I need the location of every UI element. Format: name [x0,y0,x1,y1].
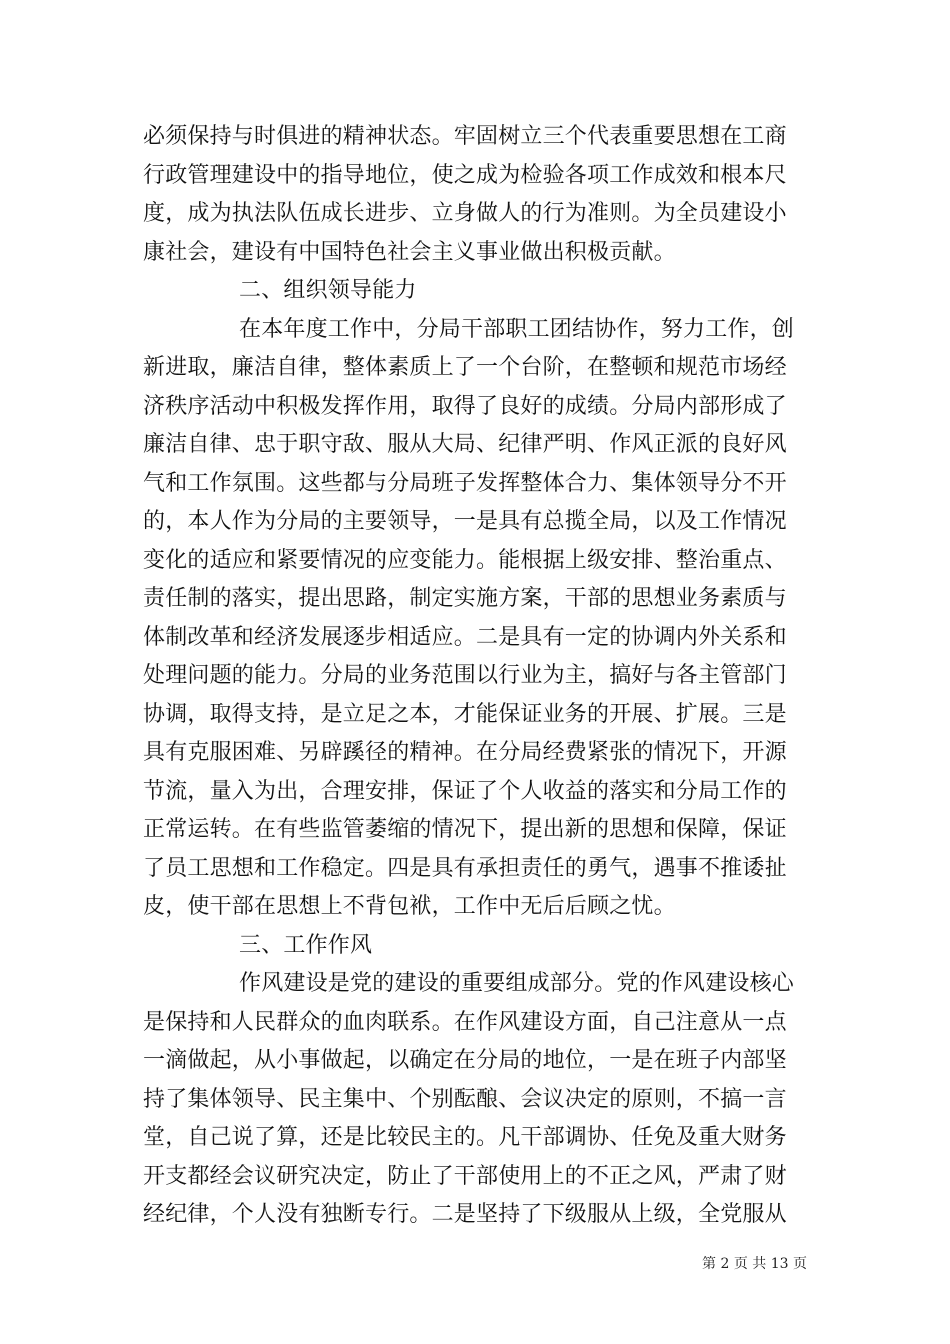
text-line: 二、组织领导能力 [239,278,417,303]
text-line: 持了集体领导、民主集中、个别酝酿、会议决定的原则，不搞一言 [143,1086,787,1112]
text-line: 处理问题的能力。分局的业务范围以行业为主，搞好与各主管部门 [143,663,787,688]
text-line: 新进取，廉洁自律，整体素质上了一个台阶，在整顿和规范市场经 [143,355,787,380]
text-line: 一滴做起，从小事做起，以确定在分局的地位，一是在班子内部坚 [143,1048,787,1073]
text-line: 正常运转。在有些监管萎缩的情况下，提出新的思想和保障，保证 [143,817,787,842]
text-line: 行政管理建设中的指导地位，使之成为检验各项工作成效和根本尺 [143,162,787,188]
text-line: 堂，自己说了算，还是比较民主的。凡干部调协、任免及重大财务 [143,1125,787,1150]
text-line: 必须保持与时俱进的精神状态。牢固树立三个代表重要思想在工商 [143,124,787,149]
text-line: 变化的适应和紧要情况的应变能力。能根据上级安排、整治重点、 [143,547,787,573]
text-line: 体制改革和经济发展逐步相适应。二是具有一定的协调内外关系和 [143,624,787,650]
text-line: 了员工思想和工作稳定。四是具有承担责任的勇气，遇事不推诿扯 [143,855,787,881]
text-line: 具有克服困难、另辟蹊径的精神。在分局经费紧张的情况下，开源 [143,740,787,765]
text-line: 廉洁自律、忠于职守敌、服从大局、纪律严明、作风正派的良好风 [143,432,787,457]
text-line: 度，成为执法队伍成长进步、立身做人的行为准则。为全员建设小 [143,201,787,226]
text-line: 气和工作氛围。这些都与分局班子发挥整体合力、集体领导分不开 [143,470,787,496]
text-line: 协调，取得支持，是立足之本，才能保证业务的开展、扩展。三是 [143,701,787,727]
text-line: 是保持和人民群众的血肉联系。在作风建设方面，自己注意从一点 [143,1009,787,1035]
text-line: 节流，量入为出，合理安排，保证了个人收益的落实和分局工作的 [143,778,787,804]
text-line: 经纪律，个人没有独断专行。二是坚持了下级服从上级，全党服从 [143,1202,787,1227]
text-line: 的，本人作为分局的主要领导，一是具有总揽全局，以及工作情况 [143,509,787,534]
text-line: 济秩序活动中积极发挥作用，取得了良好的成绩。分局内部形成了 [143,393,787,419]
text-line: 皮，使干部在思想上不背包袱，工作中无后后顾之忧。 [143,894,676,919]
text-line: 康社会，建设有中国特色社会主义事业做出积极贡献。 [143,239,676,265]
page-number: 第 2 页 共 13 页 [702,1256,807,1272]
text-line: 作风建设是党的建设的重要组成部分。党的作风建设核心 [239,971,795,996]
text-line: 开支都经会议研究决定，防止了干部使用上的不正之风，严肃了财 [143,1163,787,1189]
text-line: 在本年度工作中，分局干部职工团结协作，努力工作，创 [239,316,795,342]
text-line: 责任制的落实，提出思路，制定实施方案，干部的思想业务素质与 [143,586,787,611]
document-body [143,118,807,1235]
text-line: 三、工作作风 [239,932,373,958]
